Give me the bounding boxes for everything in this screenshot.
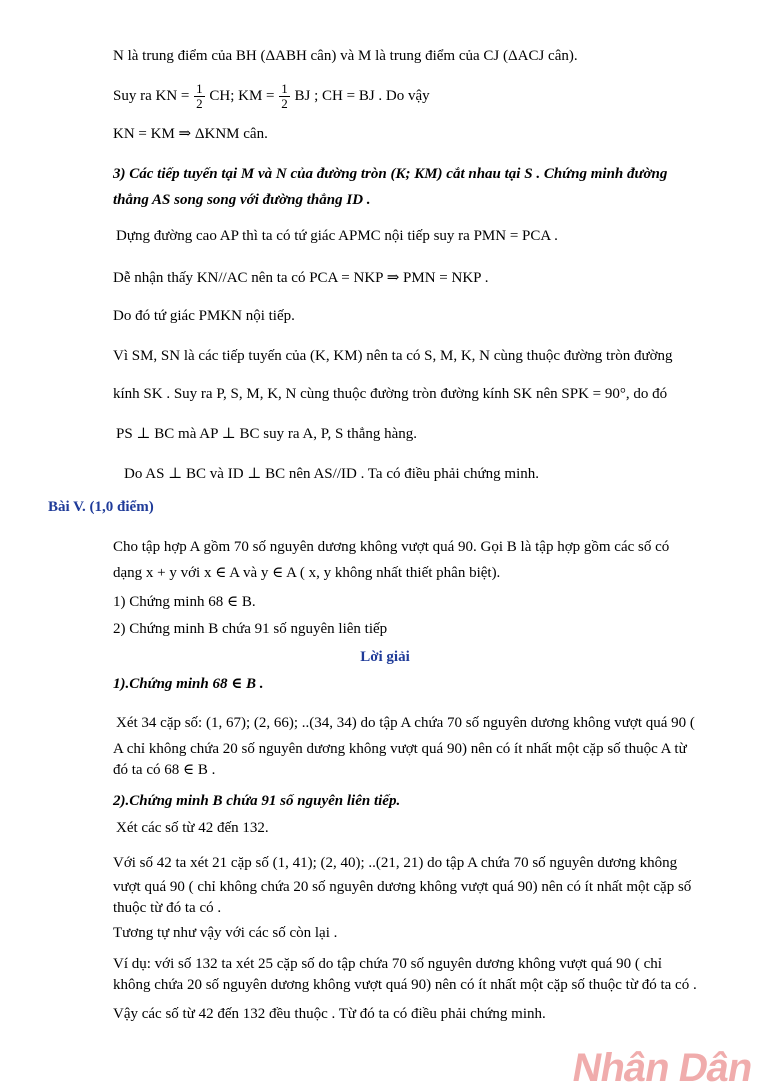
text-segment: BJ ; CH = BJ . Do vậy xyxy=(294,87,430,104)
text-segment: CH; KM = xyxy=(209,87,275,104)
fraction-denominator: 2 xyxy=(281,96,288,111)
solution-2-line-1: Xét các số từ 42 đến 132. xyxy=(116,820,269,836)
fraction-numerator: 1 xyxy=(281,81,288,96)
text-line-6: Do đó tứ giác PMKN nội tiếp. xyxy=(113,308,295,324)
solution-2-line-4: thuộc từ đó ta có . xyxy=(113,900,222,916)
text-line-5: Dễ nhận thấy KN//AC nên ta có PCA = NKP ⇒ PMN = NKP . xyxy=(113,270,489,286)
section-heading-bai-v: Bài V. (1,0 điểm) xyxy=(48,499,154,515)
fraction-numerator: 1 xyxy=(196,81,203,96)
solution-2-line-5: Tương tự như vậy với các số còn lại . xyxy=(113,925,338,941)
problem-part-1: 1) Chứng minh 68 ∈ B. xyxy=(113,594,256,610)
text-segment: Suy ra KN = xyxy=(113,87,190,104)
fraction-denominator: 2 xyxy=(196,96,203,111)
question-3-line-1: 3) Các tiếp tuyến tại M và N của đường tròn (K; KM) cắt nhau tại S . Chứng minh đường xyxy=(113,166,668,182)
text-line-1: N là trung điểm của BH (ΔABH cân) và M là trung điểm của CJ (ΔACJ cân). xyxy=(113,48,578,64)
problem-line-1: Cho tập hợp A gồm 70 số nguyên dương không vượt quá 90. Gọi B là tập hợp gồm các số có xyxy=(113,539,670,555)
solution-2-line-6: Ví dụ: với số 132 ta xét 25 cặp số do tập chứa 70 số nguyên dương không vượt quá 90 ( chỉ xyxy=(113,956,662,972)
solution-2-line-7: không chứa 20 số nguyên dương không vượt quá 90) nên có ít nhất một cặp số thuộc từ đó ta có . xyxy=(113,977,697,993)
problem-part-2: 2) Chứng minh B chứa 91 số nguyên liên tiếp xyxy=(113,621,388,637)
text-line-3: KN = KM ⇒ ΔKNM cân. xyxy=(113,126,268,142)
nhan-dan-watermark: Nhân Dân xyxy=(569,1046,756,1090)
text-line-10: Do AS ⊥ BC và ID ⊥ BC nên AS//ID . Ta có điều phải chứng minh. xyxy=(124,466,539,482)
solution-1-line-2: A chỉ không chứa 20 số nguyên dương không vượt quá 90) nên có ít nhất một cặp số thuộc A từ xyxy=(113,741,687,757)
text-line-9: PS ⊥ BC mà AP ⊥ BC suy ra A, P, S thẳng hàng. xyxy=(116,426,418,442)
problem-line-2: dạng x + y với x ∈ A và y ∈ A ( x, y không nhất thiết phân biệt). xyxy=(113,565,501,581)
solution-1-heading: 1).Chứng minh 68 ∈ B . xyxy=(113,676,264,692)
solution-2-line-2: Với số 42 ta xét 21 cặp số (1, 41); (2, 40); ..(21, 21) do tập A chứa 70 số nguyên dương không xyxy=(113,855,678,871)
text-line-4: Dựng đường cao AP thì ta có tứ giác APMC nội tiếp suy ra PMN = PCA . xyxy=(116,228,558,244)
text-line-8: kính SK . Suy ra P, S, M, K, N cùng thuộc đường tròn đường kính SK nên SPK = 90°, do đó xyxy=(113,386,668,402)
solution-2-line-3: vượt quá 90 ( chỉ không chứa 20 số nguyên dương không vượt quá 90) nên có ít nhất một cặp số xyxy=(113,879,692,895)
text-line-7: Vì SM, SN là các tiếp tuyến của (K, KM) nên ta có S, M, K, N cùng thuộc đường tròn đường xyxy=(113,348,673,364)
solution-1-line-3: đó ta có 68 ∈ B . xyxy=(113,762,216,778)
fraction-half xyxy=(194,82,205,111)
solution-heading: Lời giải xyxy=(360,649,410,665)
text-line-2 xyxy=(113,82,430,111)
question-3-line-2: thẳng AS song song với đường thẳng ID . xyxy=(113,192,371,208)
fraction-half xyxy=(279,82,290,111)
solution-2-line-8: Vậy các số từ 42 đến 132 đều thuộc . Từ đó ta có điều phải chứng minh. xyxy=(113,1006,546,1022)
solution-2-heading: 2).Chứng minh B chứa 91 số nguyên liên tiếp. xyxy=(113,793,401,809)
solution-1-line-1: Xét 34 cặp số: (1, 67); (2, 66); ..(34, 34) do tập A chứa 70 số nguyên dương không vượt quá 90 ( xyxy=(116,715,695,731)
